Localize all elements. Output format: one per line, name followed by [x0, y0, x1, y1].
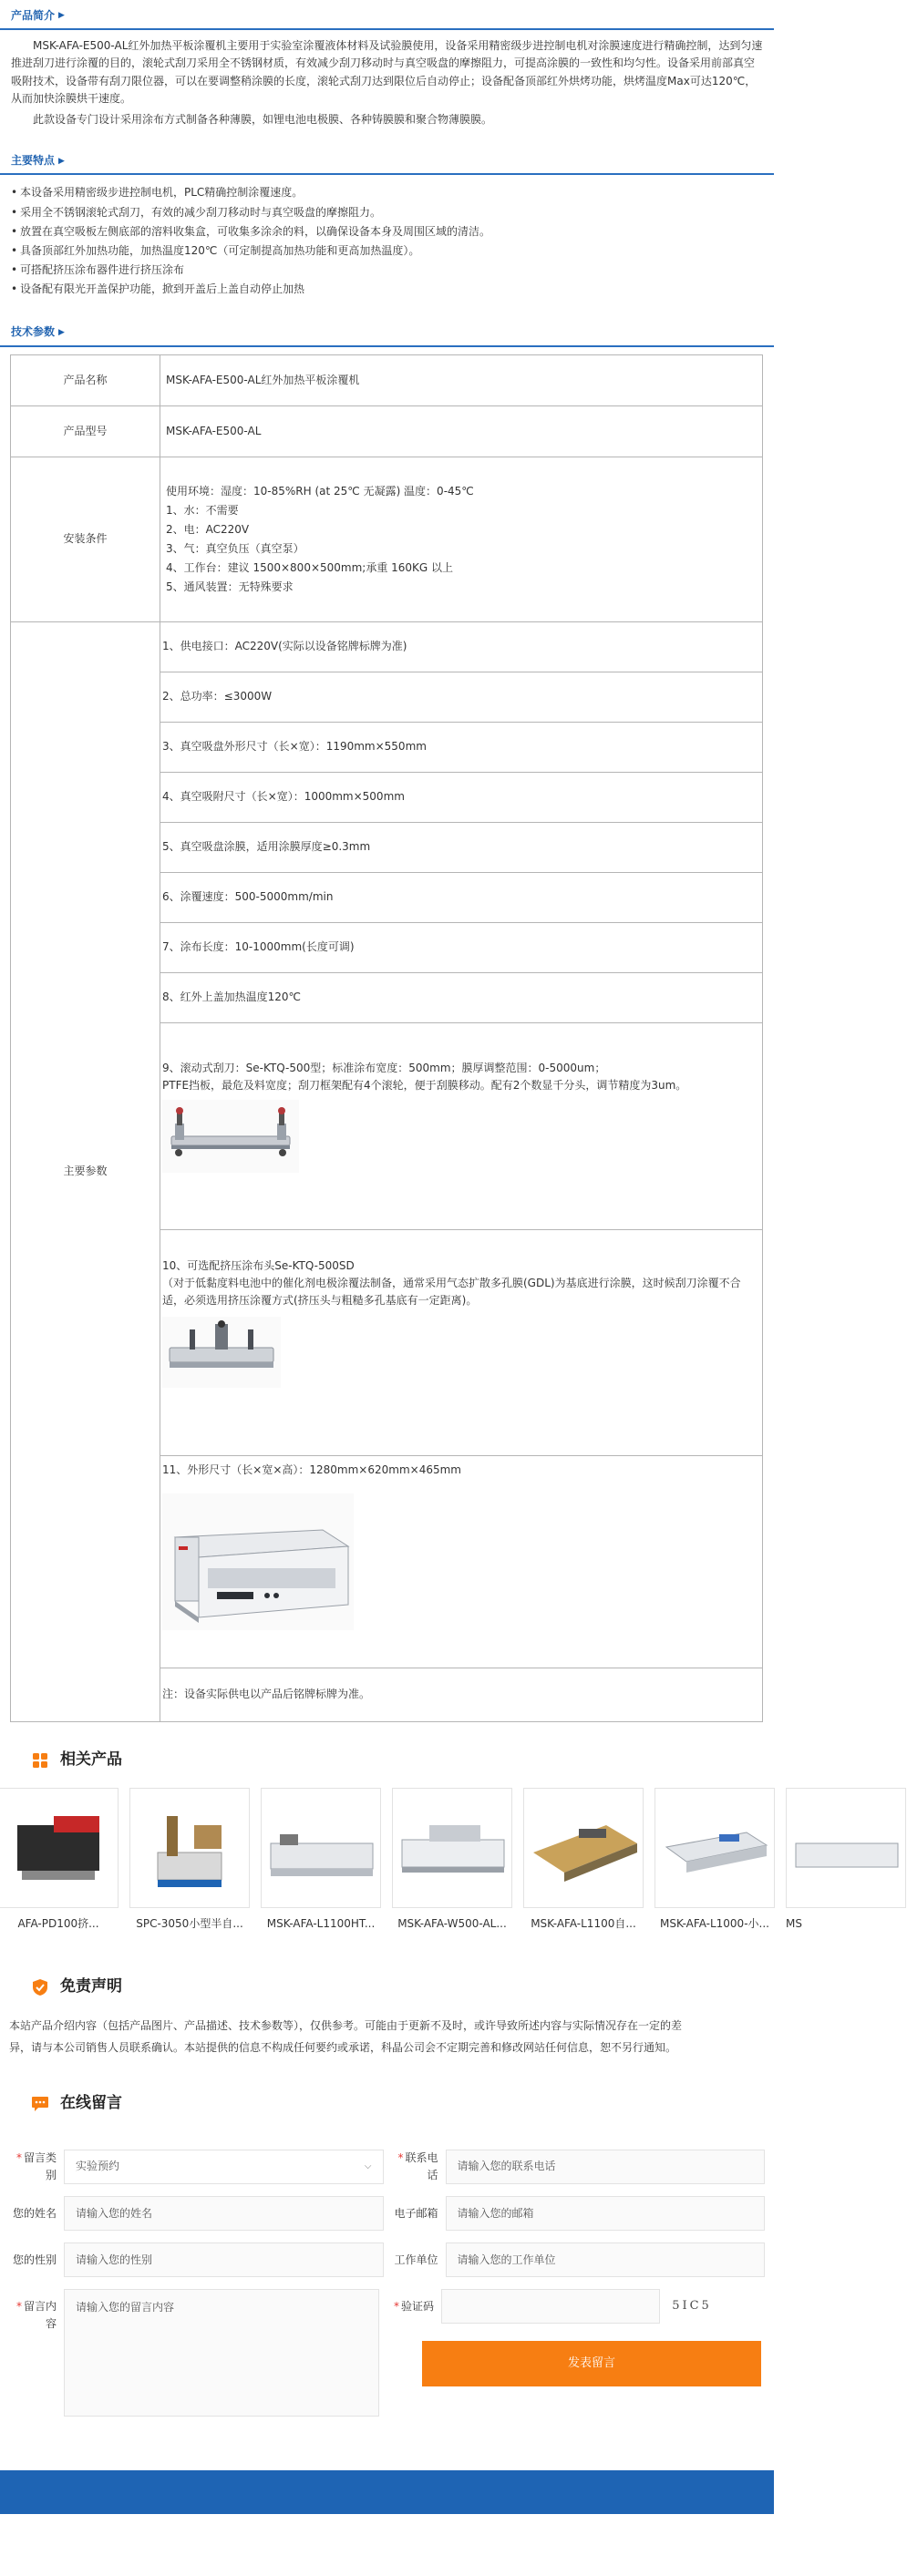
label-text: 验证码	[400, 2299, 434, 2313]
label-text: 留言类别	[23, 2150, 57, 2181]
shield-icon	[31, 1978, 49, 1996]
param-item-10	[160, 1230, 762, 1456]
label-text: 您的性别	[12, 2253, 57, 2266]
related-header	[0, 1733, 774, 1788]
intro-paragraph: 此款设备专门设计采用涂布方式制备各种薄膜，如锂电池电极膜、各种铸膜膜和聚合物薄膜膜。	[33, 112, 493, 126]
select-value: 实验预约	[76, 2160, 120, 2173]
spec-title	[0, 320, 774, 344]
disclaimer-line: 异，请与本公司销售人员联系确认。本站提供的信息不构成任何要约或承诺，科晶公司会不定期完善和修改网站任何信息，恕不另行通知。	[9, 2040, 677, 2054]
related-carousel[interactable]	[0, 1788, 802, 1933]
label-text: 工作单位	[394, 2253, 438, 2266]
product-image[interactable]	[786, 1788, 906, 1908]
main-params-list	[160, 622, 762, 1721]
param-item: 4、真空吸附尺寸（长×宽）：1000mm×500mm	[160, 773, 762, 823]
input-placeholder: 请输入您的工作单位	[457, 2253, 556, 2266]
form-field	[9, 2289, 379, 2417]
param-text: 9、滚动式刮刀：Se-KTQ-500型；标准涂布宽度：500mm；膜厚调整范围：0-5000um；	[162, 1061, 606, 1074]
message-header	[0, 2077, 774, 2131]
captcha-image[interactable]	[660, 2289, 724, 2324]
content-textarea[interactable]	[64, 2289, 379, 2417]
message-section	[0, 2077, 774, 2386]
message-form	[0, 2150, 774, 2386]
product-name[interactable]: MSK-AFA-W500-AL...	[397, 1916, 507, 1930]
form-field	[387, 2289, 765, 2324]
feature-item: • 设备配有限光开盖保护功能，掀到开盖后上盖自动停止加热	[11, 281, 763, 298]
product-name[interactable]: MSK-AFA-L1100HT...	[266, 1916, 376, 1930]
intro-title	[0, 4, 774, 28]
install-line: 2、电：AC220V	[166, 522, 250, 536]
field-label: * 留言内容	[15, 2300, 57, 2331]
form-row	[9, 2150, 765, 2184]
field-label	[391, 2205, 446, 2222]
gender-input[interactable]	[64, 2242, 384, 2277]
param-text: 10、可选配挤压涂布头Se-KTQ-500SD	[162, 1258, 355, 1272]
product-card[interactable]	[0, 1788, 119, 1933]
param-note: 注：设备实际供电以产品后铭牌标牌为准。	[162, 1688, 371, 1701]
param-item: 1、供电接口：AC220V(实际以设备铭牌标牌为准)	[160, 622, 762, 672]
related-title: 相关产品	[60, 1750, 122, 1770]
spec-title-text: 技术参数	[11, 325, 56, 339]
param-text: PTFE挡板，最危及料宽度；刮刀框架配有4个滚轮，便于刮膜移动。配有2个数显千分头，调节精度为3um。	[162, 1078, 687, 1092]
spec-key: 主要参数	[11, 621, 160, 1721]
grid-icon	[31, 1751, 49, 1770]
product-card[interactable]	[523, 1788, 644, 1933]
main-params	[160, 621, 763, 1721]
intro-section	[0, 0, 774, 136]
features-section	[0, 149, 774, 307]
disclaimer-line: 本站产品介绍内容（包括产品图片、产品描述、技术参数等），仅供参考。可能由于更新不及时，或许导致所述内容与实际情况存在一定的差	[9, 2018, 683, 2032]
email-input[interactable]	[446, 2196, 766, 2231]
param-item: 3、真空吸盘外形尺寸（长×宽）：1190mm×550mm	[160, 723, 762, 773]
feature-item: • 采用全不锈钢滚轮式刮刀，有效的减少刮刀移动时与真空吸盘的摩擦阻力。	[11, 204, 763, 221]
input-placeholder: 请输入您的联系电话	[457, 2160, 556, 2173]
param-item-9	[160, 1023, 762, 1230]
label-text: 联系电话	[405, 2150, 438, 2181]
install-line: 5、通风装置：无特殊要求	[166, 580, 294, 593]
param-text: 11、外形尺寸（长×宽×高）：1280mm×620mm×465mm	[162, 1462, 461, 1476]
product-card[interactable]	[261, 1788, 381, 1933]
footer-bar	[0, 2470, 774, 2514]
intro-paragraph: MSK-AFA-E500-AL红外加热平板涂覆机主要用于实验室涂覆液体材料及试验膜使用，设备采用精密级步进控制电机对涂膜速度进行精确控制，达到匀速推进刮刀进行涂覆的目的，滚轮式刮刀采用全不锈钢材质，有效减少刮刀移动时与真空吸盘的摩擦阻力，可提高涂膜的一致性和均匀性。设备采用前部真空吸附技术，设备带有刮刀限位器，可以在要调整稍涂膜的长度，滚轮式刮刀达到限位后自动停止；设备配备顶部红外烘烤功能，烘烤温度Max可达120℃，从而加快涂膜烘干速度。	[11, 39, 763, 105]
disclaimer-section	[0, 1960, 774, 2058]
chevron-down-icon: ⌵	[364, 2161, 372, 2171]
install-line: 4、工作台：建议 1500×800×500mm;承重 160KG 以上	[166, 560, 454, 574]
spec-section	[0, 320, 774, 1721]
workplace-input[interactable]	[446, 2242, 766, 2277]
captcha-input[interactable]	[441, 2289, 660, 2324]
install-line: 1、水：不需要	[166, 503, 239, 517]
triangle-right-icon: ▶	[58, 327, 65, 337]
install-line: 3、气：真空负压（真空泵）	[166, 541, 304, 555]
product-card[interactable]	[786, 1788, 906, 1933]
form-field	[391, 2242, 766, 2277]
param-item: 2、总功率：≤3000W	[160, 672, 762, 723]
intro-text	[0, 30, 774, 136]
name-input[interactable]	[64, 2196, 384, 2231]
product-image[interactable]	[392, 1788, 512, 1908]
input-placeholder: 请输入您的性别	[76, 2253, 153, 2266]
form-field	[391, 2150, 766, 2184]
param-text: （对于低黏度料电池中的催化剂电极涂覆法制备，通常采用气态扩散多孔膜(GDL)为基底进行涂膜，这时候刮刀涂覆不合适，必须选用挤压涂覆方式(挤压头与粗糙多孔基底有一定距离)。	[162, 1276, 741, 1307]
feature-item: • 可搭配挤压涂布器件进行挤压涂布	[11, 262, 763, 279]
param-item: 7、涂布长度：10-1000mm(长度可调)	[160, 923, 762, 973]
form-field	[9, 2242, 384, 2277]
submit-label: 发表留言	[567, 2355, 615, 2370]
form-row	[9, 2196, 765, 2231]
table-row	[11, 354, 763, 405]
message-title: 在线留言	[60, 2094, 122, 2113]
triangle-right-icon: ▶	[58, 156, 65, 166]
product-name[interactable]: AFA-PD100挤...	[17, 1916, 99, 1930]
label-text: 电子邮箱	[394, 2206, 438, 2220]
spec-value: MSK-AFA-E500-AL红外加热平板涂覆机	[160, 354, 763, 405]
table-row	[11, 405, 763, 457]
field-label: * 联系电话	[397, 2150, 438, 2181]
input-placeholder: 请输入您的姓名	[76, 2206, 153, 2220]
form-field	[9, 2150, 384, 2184]
product-card[interactable]	[392, 1788, 512, 1933]
form-row	[9, 2242, 765, 2277]
param-item: 6、涂覆速度：500-5000mm/min	[160, 873, 762, 923]
chat-icon	[31, 2095, 49, 2113]
product-name[interactable]: MS	[786, 1916, 802, 1930]
disclaimer-title: 免责声明	[60, 1977, 122, 1996]
field-label	[9, 2252, 64, 2269]
product-card[interactable]	[654, 1788, 775, 1933]
input-placeholder: 请输入您的邮箱	[457, 2206, 534, 2220]
slot-die-head-image	[162, 1317, 281, 1388]
product-name[interactable]: MSK-AFA-L1000-小...	[660, 1916, 769, 1930]
product-image[interactable]	[261, 1788, 381, 1908]
features-list	[0, 175, 774, 307]
label-text: 您的姓名	[12, 2206, 57, 2220]
field-label: * 验证码	[393, 2299, 434, 2313]
field-label: * 留言类别	[15, 2150, 57, 2181]
captcha-submit-area	[387, 2289, 765, 2324]
message-type-select[interactable]	[64, 2150, 384, 2184]
input-placeholder: 请输入您的留言内容	[76, 2301, 175, 2314]
label-text: 留言内容	[23, 2300, 57, 2331]
spec-table	[10, 354, 763, 1722]
table-row	[11, 621, 763, 1721]
install-conditions	[160, 457, 763, 621]
product-card[interactable]	[129, 1788, 250, 1933]
form-field	[391, 2196, 766, 2231]
disclaimer-text	[0, 2015, 774, 2058]
spec-key: 产品型号	[11, 405, 160, 457]
product-name[interactable]: SPC-3050小型半自...	[136, 1916, 243, 1930]
intro-title-text: 产品简介	[11, 9, 56, 22]
related-section	[0, 1733, 802, 1933]
spec-value: MSK-AFA-E500-AL	[160, 405, 763, 457]
feature-item: • 具备顶部红外加热功能，加热温度120℃（可定制提高加热功能和更高加热温度）。	[11, 242, 763, 260]
captcha-code: 5IC5	[672, 2298, 712, 2313]
param-item-11	[160, 1456, 762, 1668]
divider	[0, 345, 774, 347]
product-image[interactable]	[0, 1788, 119, 1908]
product-name[interactable]: MSK-AFA-L1100自...	[531, 1916, 636, 1930]
triangle-right-icon: ▶	[58, 11, 65, 21]
param-item: 5、真空吸盘涂膜，适用涂膜厚度≥0.3mm	[160, 823, 762, 873]
phone-input[interactable]	[446, 2150, 766, 2184]
product-image[interactable]	[523, 1788, 644, 1908]
machine-image	[162, 1493, 354, 1630]
table-row	[11, 457, 763, 621]
features-title-text: 主要特点	[11, 154, 56, 168]
product-image[interactable]	[654, 1788, 775, 1908]
spec-key: 安装条件	[11, 457, 160, 621]
field-label	[9, 2205, 64, 2222]
param-item: 8、红外上盖加热温度120℃	[160, 973, 762, 1023]
disclaimer-header	[0, 1960, 774, 2015]
features-title	[0, 149, 774, 173]
submit-button[interactable]	[422, 2341, 761, 2386]
form-field	[9, 2196, 384, 2231]
spec-key: 产品名称	[11, 354, 160, 405]
install-line: 使用环境：湿度：10-85%RH (at 25℃ 无凝露) 温度：0-45℃	[166, 484, 474, 498]
feature-item: • 放置在真空吸板左侧底部的溶料收集盒，可收集多涂余的料，以确保设备本身及周围区域的清洁。	[11, 223, 763, 241]
field-label	[391, 2252, 446, 2269]
feature-item: • 本设备采用精密级步进控制电机，PLC精确控制涂覆速度。	[11, 184, 763, 201]
product-image[interactable]	[129, 1788, 250, 1908]
roller-applicator-image	[162, 1100, 299, 1173]
